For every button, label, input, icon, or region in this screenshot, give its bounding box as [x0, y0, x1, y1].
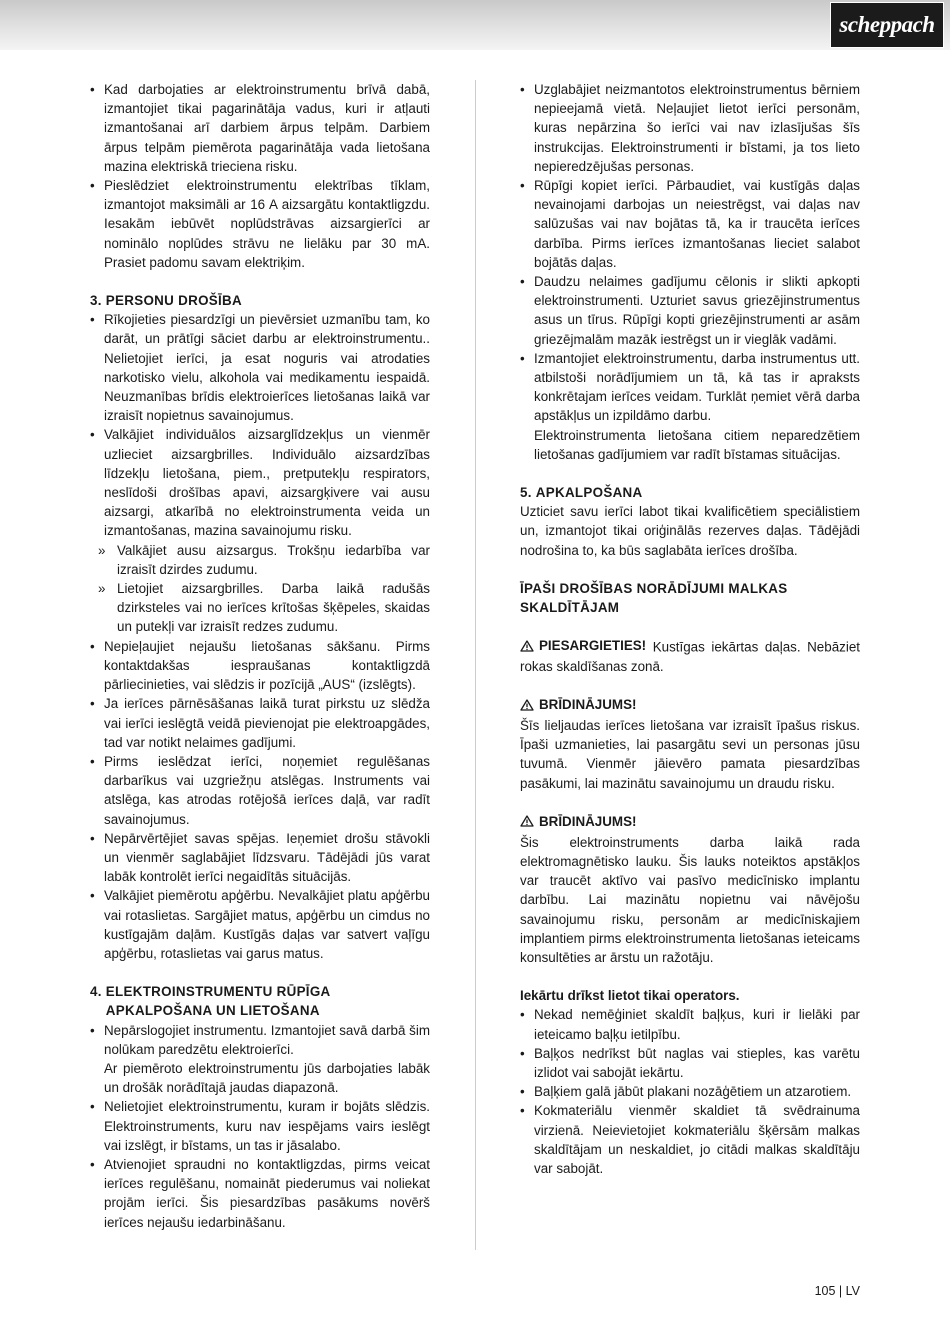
section-4-heading: [90, 982, 430, 1020]
list-item: • Uzglabājiet neizmantotos elektroinstrumentus bērniem nepieejamā vietā. Neļaujiet lietot ierīci personām, kuras nepārzina šo ierīci vai nav izlasījušas šīs instrukcijas. Elektroinstrumenti ir bīstami, ja tos lieto nepieredzējušas personas.: [520, 80, 860, 176]
section-3-list: [90, 310, 430, 963]
warning-1-label-line: [520, 695, 860, 716]
header-band: [0, 0, 950, 50]
list-item: • Pieslēdziet elektroinstrumentu elektrības tīklam, izmantojot maksimāli ar 16 A aizsargātu kontaktligzdu. Iesakām iebūvēt noplūdstrāvas aizsargierīci ar nominālo noplūdes strāvu ne lielāku par 30 mA. Prasiet padomu savam elektriķim.: [90, 176, 430, 272]
section-4-list: [90, 1021, 430, 1059]
brand-logo-wordmark: [835, 7, 939, 43]
list-item: • Rūpīgi kopiet ierīci. Pārbaudiet, vai kustīgās daļas nevainojami darbojas un neiestrēgst, vai daļas nav salūzušas vai nav bojātas tā, ka ir traucēta ierīces darbība. Pirms ierīces izmantošanas lieciet salabot bojātās daļas.: [520, 176, 860, 272]
page-number: 105 | LV: [814, 1284, 860, 1298]
section-title: PERSONU DROŠĪBA: [105, 293, 242, 309]
list-item: • Pirms ieslēdzat ierīci, noņemiet regulēšanas darbarīkus vai uzgriežņu atslēgas. Instruments vai atslēga, kas atrodas rotējošā ierīces daļā, var radīt savainojumus.: [90, 752, 430, 829]
section-title: ELEKTROINSTRUMENTU RŪPĪGA APKALPOŠANA UN LIETOŠANA: [105, 984, 331, 1019]
special-safety-heading: [520, 579, 860, 617]
list-item: • Valkājiet individuālos aizsarglīdzekļus un vienmēr uzlieciet aizsargbrilles. Individuālo aizsardzības līdzekļu lietošana, piem., pretputekļu respirators, neslīdoši drošības apavi, aizsargķivere vai ausu aizsargi, atkarībā no elektroinstrumenta veida un izmantošanas, mazina savainojumu risku.: [90, 425, 430, 540]
list-item: • Nelietojiet elektroinstrumentu, kuram ir bojāts slēdzis. Elektroinstruments, kuru nav iespējams vairs ieslēgt vai izslēgt, ir bīstams, un tas ir jāsalabo.: [90, 1097, 430, 1155]
warning-triangle-icon: [520, 640, 534, 652]
operator-list: [520, 1005, 860, 1178]
section-4-list-more: [90, 1097, 430, 1231]
sub-list-item: » Lietojiet aizsargbrilles. Darba laikā radušās dzirksteles vai no ierīces krītošas šķēpeles, skaidas un putekļi var izraisīt redzes zudumu.: [90, 579, 430, 637]
section-number: 5.: [520, 485, 532, 501]
warning-label: [520, 812, 636, 831]
caution-paragraph: [520, 636, 860, 676]
caution-text: Kustīgas iekārtas daļas. Nebāziet rokas skaldīšanas zonā.: [520, 639, 860, 675]
warning-label-text: BRĪDINĀJUMS!: [539, 697, 637, 713]
list-item: • Baļķiem galā jābūt plakani nozāģētiem un atzarotiem.: [520, 1082, 860, 1101]
list-item-continuation: Elektroinstrumenta lietošana citiem neparedzētiem lietošanas gadījumiem var radīt bīstamas situācijas.: [534, 427, 860, 462]
warning-triangle-icon: [520, 815, 534, 827]
intro-list: [90, 80, 430, 272]
column-divider: [475, 80, 476, 1250]
section-title: APKALPOŠANA: [535, 485, 643, 501]
right-top-list: [520, 80, 860, 426]
list-item: • Valkājiet piemērotu apģērbu. Nevalkājiet platu apģērbu vai rotaslietas. Sargājiet matus, apģērbu un cimdus no kustīgajām daļām. Kustīgās daļas var satvert vaļīgu apģērbu, rotaslietas vai garus matus.: [90, 886, 430, 963]
warning-triangle-icon: [520, 699, 534, 711]
list-item: • Izmantojiet elektroinstrumentu, darba instrumentus utt. atbilstoši norādījumiem un tā, kā tas ir apraksts konkrētajam ierīces veidam. Turklāt ņemiet vērā darba apstākļus un izpildāmo darbu.: [520, 349, 860, 426]
list-item: • Nepārslogojiet instrumentu. Izmantojiet savā darbā šim nolūkam paredzētu elektroierīci.: [90, 1021, 430, 1059]
warning-2-text: Šis elektroinstruments darba laikā rada elektromagnētisko lauku. Šis lauks noteiktos apstākļos var traucēt aktīvo vai pasīvo medicīnisko implantu darbību. Lai mazinātu nopietnu vai nāvējošu savainojumu risku, personām ar medicīniskajiem implantiem pirms elektroinstrumenta lietošanas ieteicams konsultēties ar ārstu un ražotāju.: [520, 834, 860, 965]
section-number: 4.: [90, 984, 102, 1000]
brand-logo-text: scheppach: [839, 12, 935, 37]
right-column: [520, 80, 860, 1178]
list-item: • Nepieļaujiet nejaušu lietošanas sākšanu. Pirms kontaktdakšas iespraušanas kontaktligzdā pārliecinieties, vai slēdzis ir pozīcijā „AUS“ (izslēgts).: [90, 637, 430, 695]
special-safety-title: ĪPAŠI DROŠĪBAS NORĀDĪJUMI MALKAS SKALDĪTĀJAM: [520, 580, 788, 616]
warning-label-text: BRĪDINĀJUMS!: [539, 813, 637, 829]
sub-list-item: » Valkājiet ausu aizsargus. Trokšņu iedarbība var izraisīt dzirdes zudumu.: [90, 541, 430, 579]
brand-logo: [830, 2, 944, 48]
list-item: • Kad darbojaties ar elektroinstrumentu brīvā dabā, izmantojiet tikai pagarinātāja vadus, kuri ir atļauti izmantošanai arī darbiem ārpus telpām. Darbiem ārpus telpām piemērota pagarinātāja vada lietošana mazina elektriskā trieciena risku.: [90, 80, 430, 176]
list-item: • Rīkojieties piesardzīgi un pievērsiet uzmanību tam, ko darāt, un prātīgi sāciet darbu ar elektroinstrumentu.. Nelietojiet ierīci, ja esat noguris vai atrodaties narkotisko vielu, alkohola vai medikamentu iespaidā. Neuzmanības brīdis elektroierīces lietošanas laikā var izraisīt nopietnus savainojumus.: [90, 310, 430, 425]
section-3-heading: [90, 291, 430, 310]
warning-2-label-line: [520, 812, 860, 833]
list-item-continuation: Ar piemēroto elektroinstrumentu jūs darbojaties labāk un drošāk norādītajā jaudas diapazonā.: [104, 1060, 430, 1096]
caution-label: [520, 636, 646, 655]
section-5-heading: [520, 483, 860, 502]
list-item: • Daudzu nelaimes gadījumu cēlonis ir slikti apkopti elektroinstrumenti. Uzturiet savus griezējinstrumentus asus un tīrus. Rūpīgi kopti griezējinstrumenti ar asām griezējmalām mazāk iestrēgst un ir vieglāk vadāmi.: [520, 272, 860, 349]
section-5-text: Uzticiet savu ierīci labot tikai kvalificētiem speciālistiem un, izmantojot tikai oriģinālās rezerves daļas. Tādējādi nodrošina to, ka būs saglabāta ierīces drošība.: [520, 504, 860, 558]
list-item: • Nekad nemēģiniet skaldīt baļķus, kuri ir lielāki par ieteicamo baļķu ietilpību.: [520, 1005, 860, 1043]
warning-label: [520, 695, 636, 714]
section-number: 3.: [90, 293, 102, 309]
left-column: [90, 80, 430, 1232]
list-item: • Atvienojiet spraudni no kontaktligzdas, pirms veicat ierīces regulēšanu, nomaināt piederumus vai noliekat projām ierīci. Šis piesardzības pasākums novērš ierīces nejaušu iedarbināšanu.: [90, 1155, 430, 1232]
list-item: • Baļķos nedrīkst būt naglas vai stieples, kas varētu izlidot vai sabojāt iekārtu.: [520, 1044, 860, 1082]
warning-1-text: Šīs lieljaudas ierīces lietošana var izraisīt īpašus riskus. Īpaši uzmanieties, lai pasargātu sevi un personas jūsu tuvumā. Vienmēr jāievēro pamata piesardzības pasākumi, lai mazinātu savainojumu un draudu risku.: [520, 718, 860, 791]
caution-label-text: PIESARGIETIES!: [539, 638, 647, 654]
operator-heading: Iekārtu drīkst lietot tikai operators.: [520, 988, 740, 1004]
list-item: • Kokmateriālu vienmēr skaldiet tā svēdrainuma virzienā. Neievietojiet kokmateriālu šķērsām malkas skaldītājam un neskaldiet, jo citādi malkas skaldītāju var sabojāt.: [520, 1101, 860, 1178]
list-item: • Ja ierīces pārnēsāšanas laikā turat pirkstu uz slēdža vai ierīci ieslēgtā veidā pievienojat pie elektroapgādes, tad var notikt nelaimes gadījumi.: [90, 694, 430, 752]
list-item: • Nepārvērtējiet savas spējas. Ieņemiet drošu stāvokli un vienmēr saglabājiet līdzsvaru. Tādējādi jūs varat labāk kontrolēt ierīci negaidītās situācijās.: [90, 829, 430, 887]
